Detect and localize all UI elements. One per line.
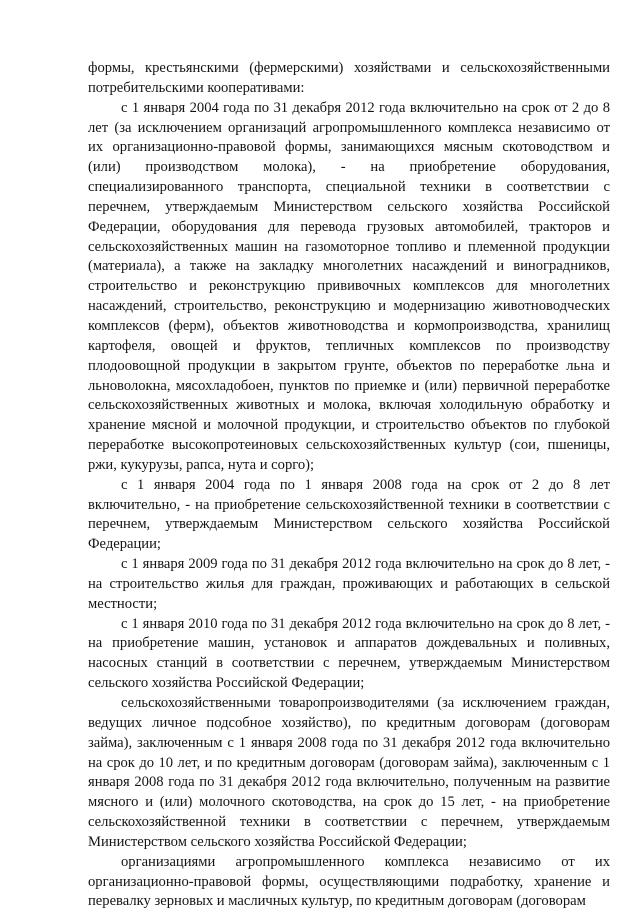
paragraph-2004-2008: с 1 января 2004 года по 1 января 2008 года на срок от 2 до 8 лет включительно, - на приобретение сельскохозяйственной техники в соответствии с перечнем, утверждаемым Министерством сельского хозяйства Российской Федерации; xyxy=(88,476,610,553)
paragraph-agro-organizations: организациями агропромышленного комплекса независимо от их организационно-правовой формы, осуществляющими подработку, хранение и перевалку зерновых и масличных культур, по кредитным договорам (договорам xyxy=(88,853,610,910)
paragraph-2009-2012: с 1 января 2009 года по 31 декабря 2012 года включительно на срок до 8 лет, - на строительство жилья для граждан, проживающих и работающих в сельской местности; xyxy=(88,556,610,612)
paragraph-2010-2012: с 1 января 2010 года по 31 декабря 2012 года включительно на срок до 8 лет, - на приобретение машин, установок и аппаратов дождевальных и поливных, насосных станций в соответствии с перечнем, утверждаемым Министерством сельского хозяйства Российской Федерации; xyxy=(88,615,610,692)
paragraph-producers: сельскохозяйственными товаропроизводителями (за исключением граждан, ведущих личное подсобное хозяйство), по кредитным договорам (договорам займа), заключенным с 1 января 2008 года по 31 декабря 2012 года включительно на срок до 10 лет, и по кредитным договорам (договорам займа), заключенным с 1 января 2008 года по 31 декабря 2012 года включительно, полученным на развитие мясного и (или) молочного скотоводства, на срок до 15 лет, - на приобретение сельскохозяйственной техники в соответствии с перечнем, утверждаемым Министерством сельского хозяйства Российской Федерации; xyxy=(88,695,610,850)
paragraph-intro: формы, крестьянскими (фермерскими) хозяйствами и сельскохозяйственными потребительскими кооперативами: xyxy=(88,60,610,96)
document-page xyxy=(88,59,610,912)
paragraph-2004-2012: с 1 января 2004 года по 31 декабря 2012 года включительно на срок от 2 до 8 лет (за исключением организаций агропромышленного комплекса независимо от их организационно-правовой формы, занимающихся мясным скотоводством и (или) производством молока), - на приобретение оборудования, специализированного транспорта, специальной техники в соответствии с перечнем, утверждаемым Министерством сельского хозяйства Российской Федерации, оборудования для перевода грузовых автомобилей, тракторов и сельскохозяйственных машин на газомоторное топливо и племенной продукции (материала), а также на закладку многолетних насаждений и виноградников, строительство и реконструкцию прививочных комплексов для многолетних насаждений, строительство, реконструкцию и модернизацию животноводческих комплексов (ферм), объектов животноводства и кормопроизводства, хранилищ картофеля, овощей и фруктов, тепличных комплексов по производству плодоовощной продукции в закрытом грунте, объектов по переработке льна и льноволокна, мясохладобоен, пунктов по приемке и (или) первичной переработке сельскохозяйственных животных и молока, включая холодильную обработку и хранение мясной и молочной продукции, и строительство объектов по глубокой переработке высокопротеиновых сельскохозяйственных культур (сои, пшеницы, ржи, кукурузы, рапса, нута и сорго); xyxy=(88,99,610,473)
